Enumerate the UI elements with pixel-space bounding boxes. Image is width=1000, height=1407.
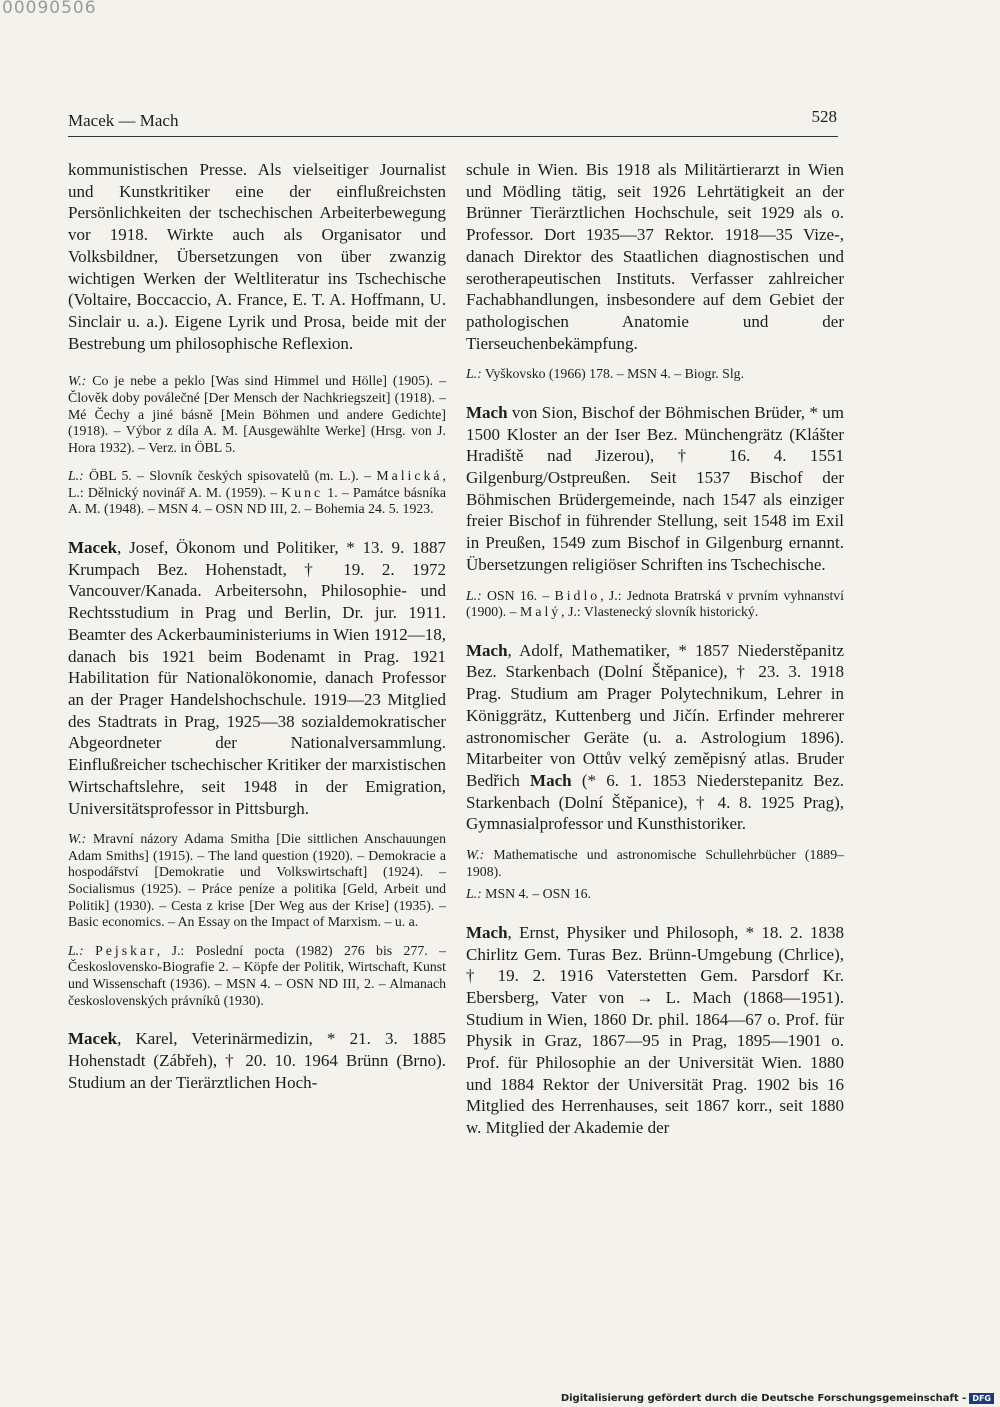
works-note (466, 847, 844, 880)
entry-text: , Josef, Ökonom und Politiker, * 13. 9. 1887 Krumpach Bez. Hohenstadt, † 19. 2. 1972 Vancouver/Kanada. Arbeitersohn, Philosophie- und Rechtsstudium in Prag und Berlin, Dr. jur. 1911. Beamter des Ackerbauministeriums in Wien 1912—18, danach bis 1921 beim Bodenamt in Prag. 1921 Habilitation für Nationalökonomie, danach Professor an der Prager Handelshochschule. 1919—23 Mitglied des Stadtrats in Prag, 1925—38 sozialdemokratischer Abgeordneter der Nationalversammlung. Einflußreicher tschechischer Kritiker der marxistischen Wirtschaftslehre, seit 1948 in der Emigration, Universitätsprofessor in Pittsburgh. (68, 538, 446, 818)
works-note (68, 831, 446, 931)
header-rule (68, 136, 838, 137)
entry-mach-adolf (466, 640, 844, 835)
literature-tag: L.: (466, 366, 482, 382)
page-id-stamp: 00090506 (2, 0, 97, 18)
entry-macek-josef (68, 537, 446, 819)
digitization-footer (561, 1393, 994, 1404)
literature-text: , L.: Dělnický novinář A. M. (1959). – (68, 468, 446, 500)
author-name: Bidlo (554, 587, 601, 603)
literature-text: ÖBL 5. – Slovník českých spisovatelů (m. L.). – (89, 468, 371, 484)
works-text: Mathematische und astronomische Schullehrbücher (1889–1908). (466, 847, 844, 879)
literature-note (68, 468, 446, 518)
entry-mach-ernst (466, 922, 844, 1139)
dfg-logo: DFG (969, 1393, 994, 1404)
author-name: Kunc (281, 484, 324, 500)
left-column (68, 159, 446, 1093)
entry-lemma: Mach (530, 770, 572, 790)
entry-lemma: Mach (466, 402, 508, 422)
author-name: Malý (520, 604, 562, 620)
entry-macek-karel (68, 1028, 446, 1093)
works-tag: W.: (68, 831, 87, 847)
author-name: Malická (376, 468, 443, 484)
works-text: Mravní názory Adama Smitha [Die sittlichen Anschauungen Adam Smiths] (1915). – The land question (1920). – Demokracie a hospodářství [Demokratie und Volkswirtschaft] (1924). – Socialismus (1925). – Práce peníze a politika [Geld, Arbeit und Politik] (1930). – Cesta z krise [Der Weg aus der Krise] (1935). – Basic economics. – An Essay on the Impact of Marxism. – u. a. (68, 831, 446, 930)
literature-tag: L.: (466, 886, 482, 902)
literature-text: 1. – Památce básníka A. M. (1948). – MSN 4. – OSN ND III, 2. – Bohemia 24. 5. 1923. (68, 484, 446, 517)
literature-text: , J.: Vlastenecký slovník historický. (561, 604, 759, 620)
entry-lemma: Mach (466, 922, 508, 942)
right-column (466, 159, 844, 1139)
entry-lemma: Macek (68, 1029, 118, 1049)
entry-continuation: kommunistischen Presse. Als vielseitiger Journalist und Kunstkritiker eine der einflußreichsten Persönlichkeiten der tschechischen Arbeiterbewegung vor 1918. Wirkte auch als Organisator und Volksbildner, Übersetzungen von über zwanzig wichtigen Werken der Weltliteratur ins Tschechische (Voltaire, Boccaccio, A. France, E. T. A. Hoffmann, U. Sinclair u. a.). Eigene Lyrik und Prosa, beide mit der Bestrebung um philosophische Reflexion. (68, 160, 446, 353)
literature-note (466, 366, 844, 383)
entry-text: von Sion, Bischof der Böhmischen Brüder, * um 1500 Kloster an der Iser Bez. Münchengrätz (Klášter Hradiště nad Jizerou), † 16. 4. 1551 Gilgenburg/Ostpreußen. Seit 1537 Bischof der Böhmischen Brüdergemeinde, nach 1547 als einziger freier Bischof in führender Stellung, seit 1548 im Exil in Preußen, 1549 zum Bischof in Gilgenburg ernannt. Übersetzungen religiöser Schriften ins Tschechische. (466, 402, 844, 574)
literature-note (68, 943, 446, 1009)
literature-text: , J.: Poslední pocta (1982) 276 bis 277. – Československo-Biografie 2. – Köpfe der Politik, Wirtschaft, Kunst und Wissenschaft (1936). – MSN 4. – OSN ND III, 2. – Almanach československých právníků (1930). (68, 942, 446, 1008)
author-name: Pejskar (95, 942, 157, 958)
literature-text: , J.: Jednota Bratrská v prvním vyhnanství (1900). – (466, 587, 845, 620)
entry-lemma: Macek (68, 538, 118, 558)
entry-text: (* 6. 1. 1853 Niederstepanitz Bez. Starkenbach (Dolní Štěpanice), † 4. 8. 1925 Prag), Gymnasialprofessor und Kunsthistoriker. (466, 770, 844, 834)
entry-text: , Karel, Veterinärmedizin, * 21. 3. 1885 Hohenstadt (Zábřeh), † 20. 10. 1964 Brünn (Brno). Studium an der Tierärztlichen Hoch- (68, 1029, 446, 1092)
footer-text: Digitalisierung gefördert durch die Deutsche Forschungsgemeinschaft - (560, 1393, 967, 1404)
literature-note (466, 886, 844, 903)
literature-note (466, 588, 844, 621)
literature-text: MSN 4. – OSN 16. (485, 886, 591, 902)
literature-tag: L.: (68, 942, 84, 958)
entry-lemma: Mach (466, 640, 508, 660)
running-head: Macek — Mach (68, 111, 179, 130)
page-number: 528 (811, 107, 837, 126)
entry-continuation: schule in Wien. Bis 1918 als Militärtierarzt in Wien und Mödling tätig, seit 1926 Lehrtätigkeit an der Brünner Tierärztlichen Hochschule, seit 1929 als o. Professor. Dort 1935—37 Rektor. 1918—35 Vize-, danach Direktor des Staatlichen diagnostischen und serotherapeutischen Instituts. Verfasser zahlreicher Fachabhandlungen, insbesondere auf dem Gebiet der pathologischen Anatomie und der Tierseuchenbekämpfung. (466, 160, 844, 353)
entry-text: , Ernst, Physiker und Philosoph, * 18. 2. 1838 Chirlitz Gem. Turas Bez. Brünn-Umgebung (Chrlice), † 19. 2. 1916 Vaterstetten Gem. Parsdorf Kr. Ebersberg, Vater von → L. Mach (1868—1951). Studium in Wien, 1860 Dr. phil. 1864—67 o. Prof. für Physik in Graz, 1867—95 in Prag, 1895—1901 o. Prof. für Philosophie an der Universität Wien. 1880 und 1884 Rektor der Universität Prag. 1902 bis 16 Mitglied des Herrenhauses, seit 1867 korr., seit 1880 w. Mitglied der Akademie der (466, 922, 844, 1138)
literature-tag: L.: (466, 587, 482, 603)
works-tag: W.: (68, 373, 87, 389)
entry-text: , Adolf, Mathematiker, * 1857 Niederstěpanitz Bez. Starkenbach (Dolní Štěpanice), † 23. 3. 1918 Prag. Studium am Prager Polytechnikum, Lehrer in Königgrätz, Kuttenberg und Jičín. Erfinder mehrerer astronomischer Geräte (u. a. Astrologium 1896). Mitarbeiter von Ottův velký zeměpisný atlas. Bruder Bedřich (466, 640, 844, 790)
works-tag: W.: (466, 847, 485, 863)
literature-text: Vyškovsko (1966) 178. – MSN 4. – Biogr. Slg. (484, 366, 745, 382)
works-note (68, 373, 446, 456)
literature-tag: L.: (68, 468, 84, 484)
literature-text: OSN 16. – (486, 587, 550, 603)
entry-mach-von-sion (466, 402, 844, 576)
works-text: Co je nebe a peklo [Was sind Himmel und Hölle] (1905). – Člověk doby poválečné [Der Mensch der Nachkriegszeit] (1918). – Mé Čechy a jiné básně [Mein Böhmen und andere Gedichte] (1918). – Výbor z díla A. M. [Ausgewählte Werke] (Hrsg. von J. Hora 1932). – Verz. in ÖBL 5. (68, 373, 446, 455)
